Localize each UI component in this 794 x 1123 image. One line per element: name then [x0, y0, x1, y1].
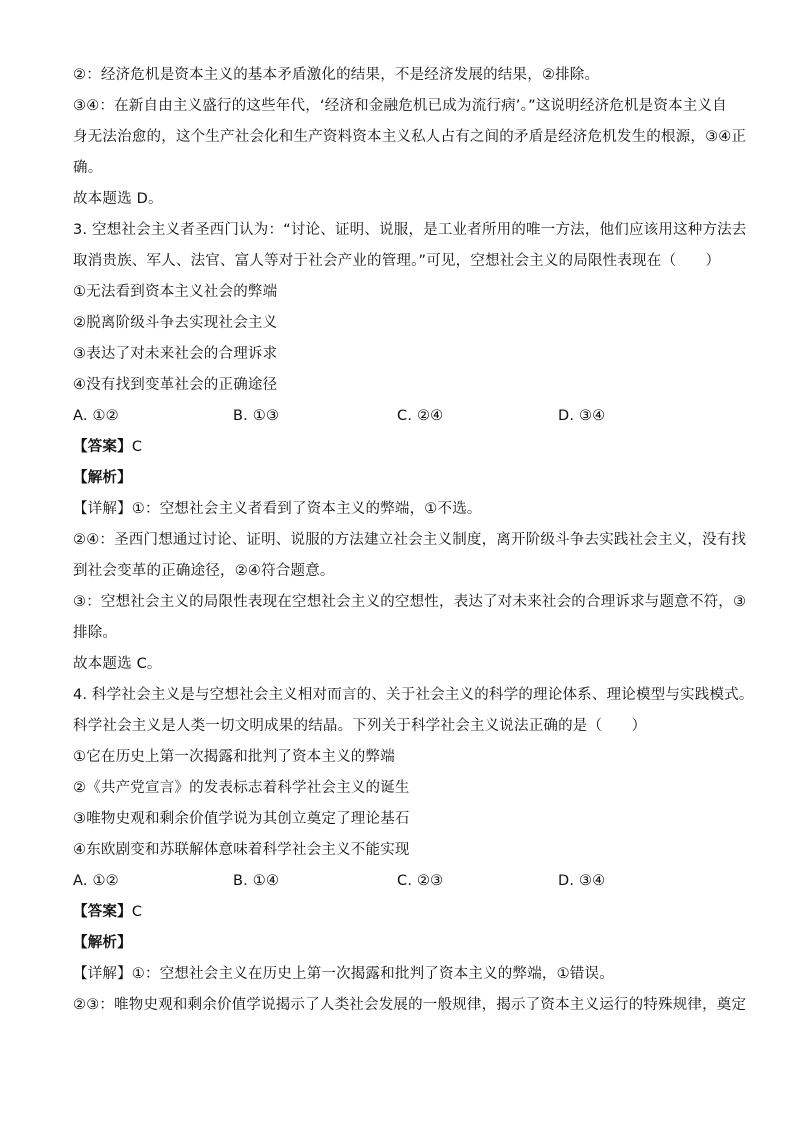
answer-tag: 【答案】: [73, 904, 132, 920]
text-line: 故本题选 D。: [73, 191, 163, 207]
question-3-statement: ④没有找到变革社会的正确途径: [73, 377, 278, 393]
question-4-stem: 4. 科学社会主义是与空想社会主义相对而言的、关于社会主义的科学的理论体系、理论模型与实践模式。: [73, 687, 754, 703]
option-b: B. ①④: [233, 873, 280, 889]
question-3-detail: ③：空想社会主义的局限性表现在空想社会主义的空想性，表达了对未来社会的合理诉求与题意不符，③: [73, 594, 747, 610]
question-3-stem: 3. 空想社会主义者圣西门认为：“讨论、证明、说服，是工业者所用的唯一方法，他们应该用这种方法去: [73, 222, 747, 238]
analysis-tag: 【解析】: [73, 935, 132, 951]
document-body: [73, 60, 754, 1021]
option-a: A. ①②: [73, 873, 119, 889]
option-c: C. ②④: [397, 408, 444, 424]
question-3-detail: 到社会变革的正确途径，②④符合题意。: [73, 563, 335, 579]
option-d: D. ③④: [558, 408, 606, 424]
question-3-answer: [73, 432, 723, 463]
question-3-options: [73, 401, 723, 432]
option-c: C. ②③: [397, 873, 444, 889]
analysis-tag: 【解析】: [73, 470, 132, 486]
question-3-statement: ①无法看到资本主义社会的弊端: [73, 284, 278, 300]
question-4-answer: [73, 897, 723, 928]
question-3-statement: ②脱离阶级斗争去实现社会主义: [73, 315, 278, 331]
option-b: B. ①③: [233, 408, 280, 424]
question-4-detail: ②③：唯物史观和剩余价值学说揭示了人类社会发展的一般规律，揭示了资本主义运行的特殊规律，奠定: [73, 997, 747, 1013]
text-line: ②：经济危机是资本主义的基本矛盾激化的结果，不是经济发展的结果，②排除。: [73, 67, 600, 83]
question-3-analysis-heading: [73, 463, 723, 494]
question-4-statement: ①它在历史上第一次揭露和批判了资本主义的弊端: [73, 749, 395, 765]
question-3-stem: 取消贵族、军人、法官、富人等对于社会产业的管理。”可见，空想社会主义的局限性表现在（ ）: [73, 253, 721, 269]
option-d: D. ③④: [558, 873, 606, 889]
question-4-statement: ④东欧剧变和苏联解体意味着科学社会主义不能实现: [73, 842, 410, 858]
question-4-analysis-heading: [73, 928, 723, 959]
question-4-statement: ②《共产党宣言》的发表标志着科学社会主义的诞生: [73, 780, 410, 796]
question-3-statement: ③表达了对未来社会的合理诉求: [73, 346, 278, 362]
text-line: 确。: [73, 160, 103, 176]
question-3-detail: 排除。: [73, 625, 118, 641]
question-4-detail: 【详解】①：空想社会主义在历史上第一次揭露和批判了资本主义的弊端，①错误。: [73, 966, 614, 982]
option-a: A. ①②: [73, 408, 119, 424]
question-3-detail: 【详解】①：空想社会主义者看到了资本主义的弊端，①不选。: [73, 501, 482, 517]
question-4-statement: ③唯物史观和剩余价值学说为其创立奠定了理论基石: [73, 811, 410, 827]
text-line: ③④：在新自由主义盛行的这些年代，‘经济和金融危机已成为流行病’。”这说明经济危机是资本主义自: [73, 98, 727, 114]
answer-value: C: [131, 439, 143, 455]
answer-tag: 【答案】: [73, 439, 132, 455]
text-line: 身无法治愈的，这个生产社会化和生产资料资本主义私人占有之间的矛盾是经济危机发生的根源，③④正: [73, 129, 747, 145]
question-3-detail: ②④：圣西门想通过讨论、证明、说服的方法建立社会主义制度，离开阶级斗争去实践社会主义，没有找: [73, 532, 747, 548]
answer-value: C: [131, 904, 143, 920]
question-4-stem: 科学社会主义是人类一切文明成果的结晶。下列关于科学社会主义说法正确的是（ ）: [73, 718, 647, 734]
question-3-detail: 故本题选 C。: [73, 656, 162, 672]
question-4-options: [73, 866, 723, 897]
